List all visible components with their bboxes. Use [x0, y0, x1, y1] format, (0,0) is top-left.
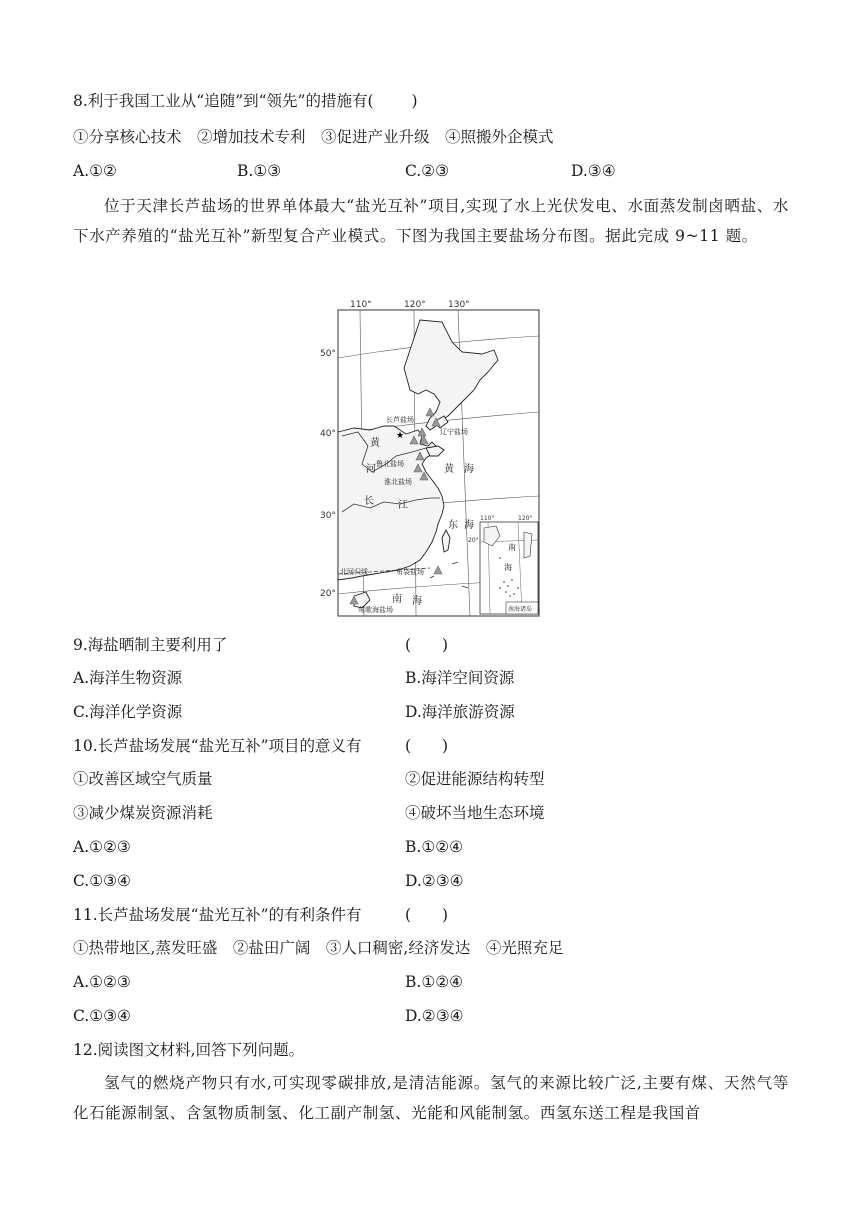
q9-choice-c: C.海洋化学资源	[73, 703, 183, 721]
label-liaoning: 辽宁盐场	[440, 428, 468, 436]
q12-paragraph: 氢气的燃烧产物只有水,可实现零碳排放,是清洁能源。氢气的来源比较广泛,主要有煤、天然气等化石能源制氢、含氢物质制氢、化工副产制氢、光能和风能制氢。西氢东送工程是我国首	[73, 1074, 789, 1122]
label-hai-south: 海	[412, 596, 422, 607]
q8-options: ①分享核心技术 ②增加技术专利 ③促进产业升级 ④照搬外企模式	[73, 128, 554, 146]
lon-label-120: 120°	[404, 300, 426, 310]
q11-choice-a: A.①②③	[73, 973, 131, 991]
label-tropic: 北回归线	[340, 568, 368, 576]
q8-stem	[73, 90, 418, 112]
inset-label-nan: 南	[508, 543, 516, 552]
inset-lon-110: 110°	[480, 515, 495, 522]
q10-item-1: ①改善区域空气质量	[73, 770, 213, 788]
lat-label-30: 30°	[320, 511, 336, 521]
label-hai-east: 海	[464, 520, 474, 531]
q12-stem: 12.阅读图文材料,回答下列问题。	[73, 1041, 305, 1059]
q9-choice-d: D.海洋旅游资源	[405, 703, 515, 721]
label-nan: 南	[392, 594, 402, 605]
q8-stem-text: 8.利于我国工业从“追随”到“领先”的措施有(	[73, 92, 374, 110]
label-huaibei: 淮北盐场	[384, 478, 412, 486]
q9-choice-b: B.海洋空间资源	[405, 669, 515, 687]
q11-paren: ( )	[405, 906, 449, 924]
lon-label-110: 110°	[350, 300, 372, 310]
inset-title: 南海诸岛	[508, 606, 533, 613]
intro-passage: 位于天津长芦盐场的世界单体最大“盐光互补”项目,实现了水上光伏发电、水面蒸发制卤晒盐、水下水产养殖的“盐光互补”新型复合产业模式。下图为我国主要盐场分布图。据此完成 9~11 题。	[73, 197, 789, 245]
lat-label-50: 50°	[320, 349, 336, 359]
q11-options: ①热带地区,蒸发旺盛 ②盐田广阔 ③人口稠密,经济发达 ④光照充足	[73, 939, 564, 957]
q10-item-4: ④破坏当地生态环境	[405, 804, 545, 822]
q9-choice-a: A.海洋生物资源	[73, 669, 183, 687]
inset-lon-120: 120°	[518, 515, 533, 522]
lon-label-130: 130°	[448, 300, 470, 310]
q11-choice-c: C.①③④	[73, 1007, 131, 1025]
q8-choice-a: A.①②	[73, 162, 117, 180]
lat-label-20: 20°	[320, 589, 336, 599]
label-changlu: 长芦盐场	[386, 416, 414, 424]
q10-choice-b: B.①②④	[405, 838, 464, 856]
q8-choice-b: B.①③	[237, 162, 282, 180]
q8-choice-d: D.③④	[571, 162, 616, 180]
q10-item-2: ②促进能源结构转型	[405, 770, 545, 788]
inset-label-hai: 海	[504, 563, 512, 572]
inset-lat-20: 20°	[468, 537, 479, 544]
label-chang: 长	[364, 496, 374, 507]
label-budai: 布袋盐场	[396, 568, 424, 576]
q10-choice-c: C.①③④	[73, 872, 131, 890]
label-hai-yellow: 海	[464, 464, 474, 475]
label-he: 河	[366, 464, 376, 475]
label-huang-river-1: 黄	[370, 438, 380, 449]
label-dong: 东	[448, 520, 458, 531]
tianjin-star-icon: ★	[396, 431, 405, 441]
q8-stem-close: )	[411, 92, 418, 110]
salt-field-map	[320, 296, 544, 620]
label-yingge: 莺歌海盐场	[358, 606, 393, 614]
q11-choice-b: B.①②④	[405, 973, 464, 991]
q8-choice-c: C.②③	[405, 162, 450, 180]
q9-paren: ( )	[405, 636, 449, 654]
q11-choice-d: D.②③④	[405, 1007, 464, 1025]
q11-stem: 11.长芦盐场发展“盐光互补”的有利条件有	[73, 906, 362, 924]
q10-choice-a: A.①②③	[73, 838, 131, 856]
label-huang-sea: 黄	[444, 464, 454, 475]
lat-label-40: 40°	[320, 429, 336, 439]
q10-stem: 10.长芦盐场发展“盐光互补”项目的意义有	[73, 737, 362, 755]
q10-paren: ( )	[405, 737, 449, 755]
label-lubei: 鲁北盐场	[376, 460, 404, 468]
label-jiang: 江	[398, 500, 408, 511]
q9-stem: 9.海盐晒制主要利用了	[73, 636, 228, 654]
q10-item-3: ③减少煤炭资源消耗	[73, 804, 213, 822]
q10-choice-d: D.②③④	[405, 872, 464, 890]
